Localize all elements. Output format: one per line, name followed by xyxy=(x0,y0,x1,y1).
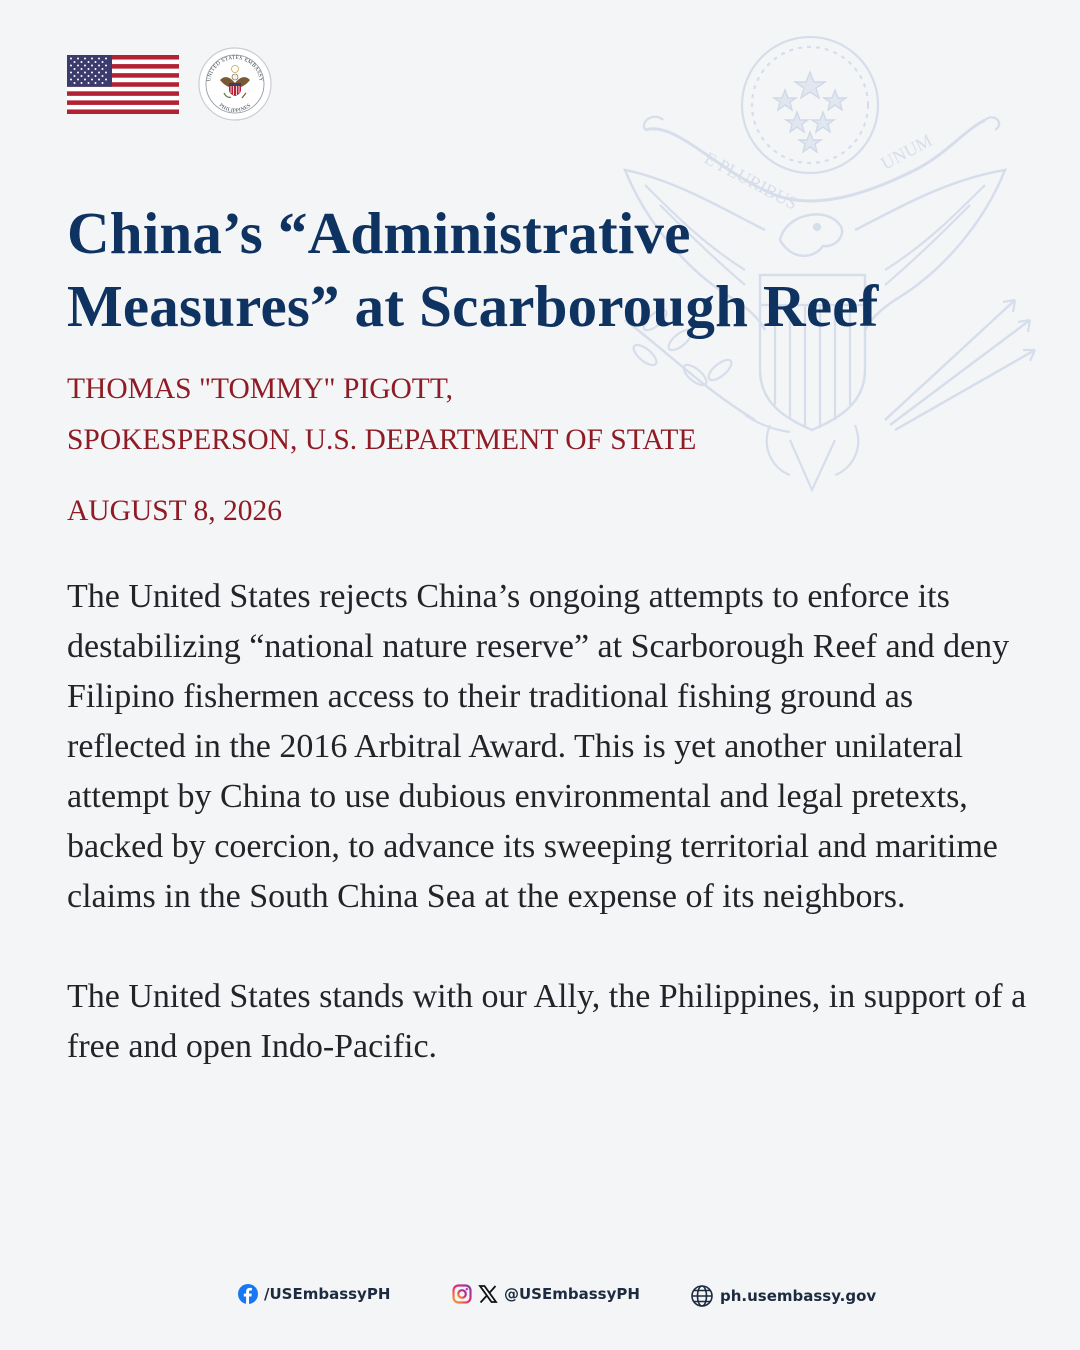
byline xyxy=(67,364,696,466)
byline-name: THOMAS "TOMMY" PIGOTT, xyxy=(67,373,454,405)
byline-role: SPOKESPERSON, U.S. DEPARTMENT OF STATE xyxy=(67,424,697,456)
statement-date: AUGUST 8, 2026 xyxy=(67,495,282,527)
globe-icon xyxy=(690,1284,714,1308)
instagram-x-link[interactable] xyxy=(452,1284,640,1304)
facebook-link[interactable] xyxy=(238,1284,390,1304)
website-link[interactable] xyxy=(690,1284,876,1308)
body-paragraph-2: The United States stands with our Ally, the Philippines, in support of a free and open Indo-Pacific. xyxy=(67,978,1027,1065)
us-flag-icon xyxy=(67,55,179,114)
x-icon xyxy=(478,1284,498,1304)
body-paragraph-1: The United States rejects China’s ongoing attempts to enforce its destabilizing “national nature reserve” at Scarborough Reef and deny Filipino fishermen access to their traditional fishing ground as reflected in the 2016 Arbitral Award. This is yet another unilateral attempt by China to use dubious environmental and legal pretexts, backed by coercion, to advance its sweeping territorial and maritime claims in the South China Sea at the expense of its neighbors. xyxy=(67,578,1010,915)
website-url: ph.usembassy.gov xyxy=(720,1287,877,1305)
statement-body xyxy=(67,572,1027,1122)
motto-left-text: E PLURIBUS xyxy=(701,147,802,214)
instagram-x-handle: @USEmbassyPH xyxy=(504,1285,640,1303)
title-line-2: Measures” at Scarborough Reef xyxy=(67,273,879,339)
footer-social-bar xyxy=(0,1280,1080,1312)
embassy-seal-icon xyxy=(198,47,272,121)
facebook-handle: /USEmbassyPH xyxy=(264,1285,391,1303)
title-line-1: China’s “Administrative xyxy=(67,200,691,266)
page-title xyxy=(67,197,987,343)
seal-text-bottom: PHILIPPINES xyxy=(217,102,253,115)
facebook-icon xyxy=(238,1284,258,1304)
instagram-icon xyxy=(452,1284,472,1304)
seal-text-top: UNITED STATES EMBASSY xyxy=(206,54,264,83)
motto-right-text: UNUM xyxy=(877,130,936,174)
